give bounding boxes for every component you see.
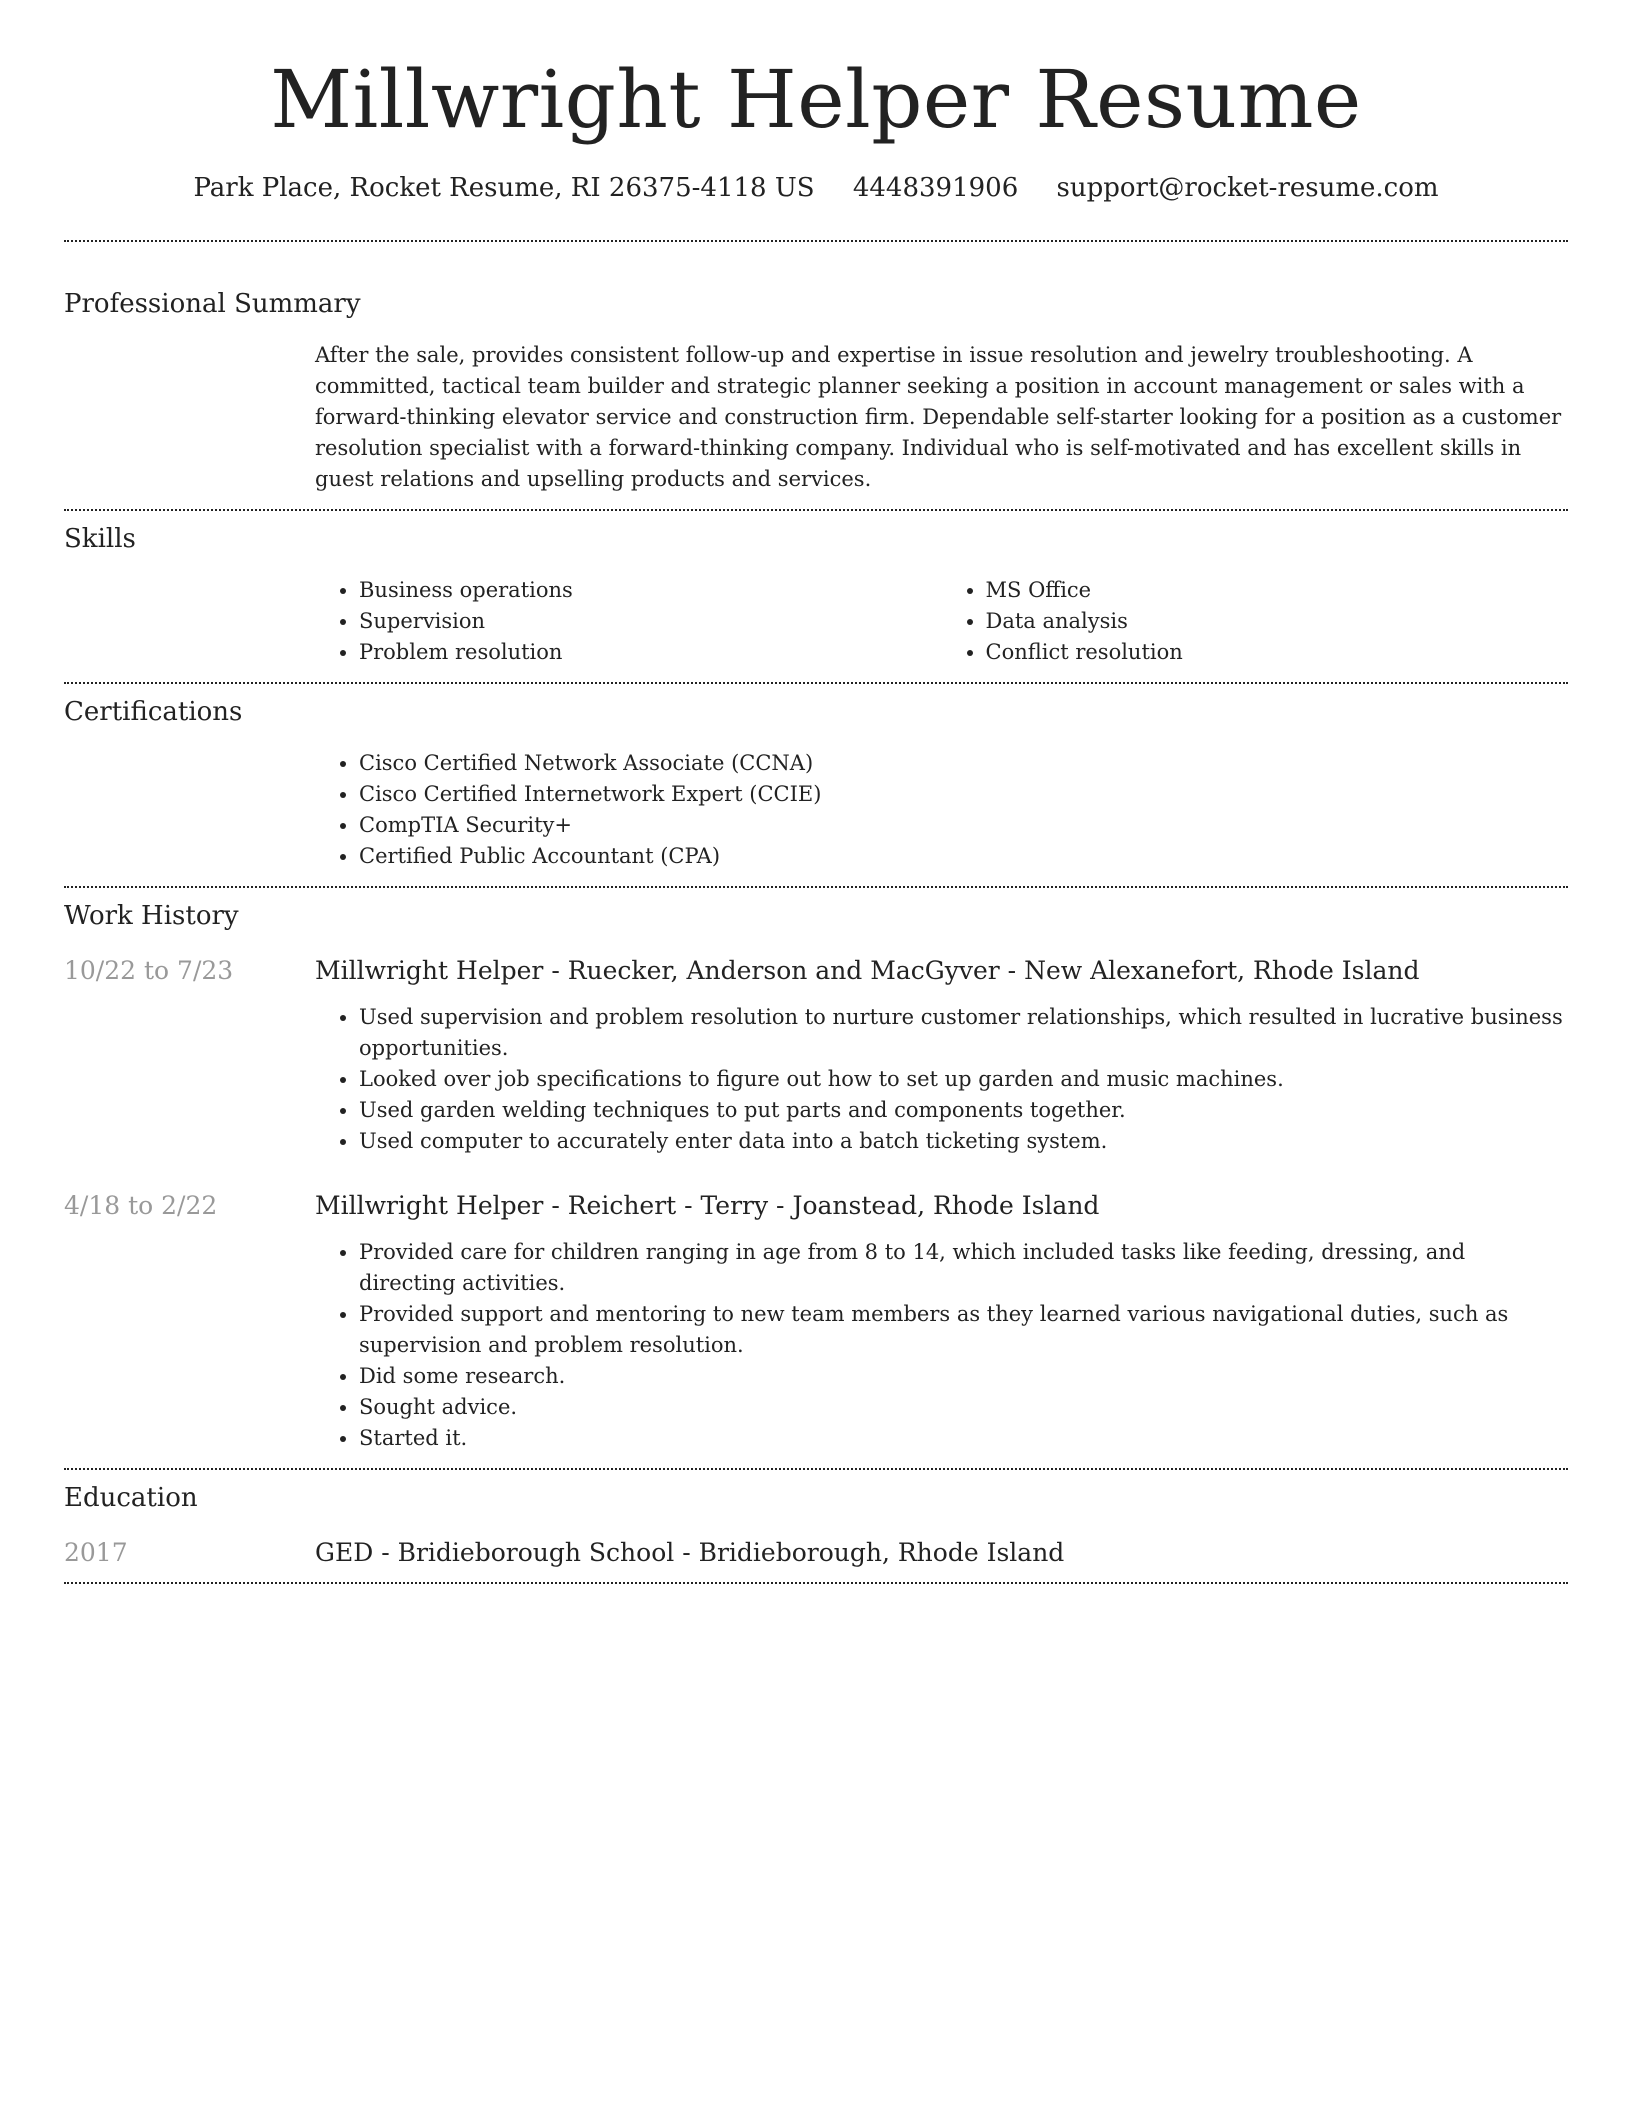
- work-history-section: [64, 888, 1568, 1468]
- job-title: Millwright Helper - Reichert - Terry - Joanstead, Rhode Island: [315, 1191, 1100, 1220]
- certification-item: • CompTIA Security+: [359, 810, 1568, 841]
- job-dates: 10/22 to 7/23: [64, 956, 234, 985]
- job-bullet: • Did some research.: [359, 1361, 1568, 1392]
- section-title-skills: Skills: [64, 524, 136, 554]
- summary-text: After the sale, provides consistent follow-up and expertise in issue resolution and jewelry troubleshooting. A committed, tactical team builder and strategic planner seeking a position in account management or sales with a forward-thinking elevator service and construction firm. Dependable self-starter looking for a position as a customer resolution specialist with a forward-thinking company. Individual who is self-motivated and has excellent skills in guest relations and upselling products and services.: [315, 343, 1562, 491]
- skill-item: • MS Office: [986, 575, 1569, 606]
- summary-section: [64, 242, 1568, 509]
- job-bullet: • Started it.: [359, 1423, 1568, 1454]
- job-bullet: • Provided support and mentoring to new team members as they learned various navigational duties, such as supervision and problem resolution.: [359, 1299, 1568, 1361]
- certifications-block: [315, 748, 1568, 872]
- job-bullets: [315, 1002, 1568, 1157]
- education-year: 2017: [64, 1538, 128, 1567]
- education-title: GED - Bridieborough School - Bridieborough, Rhode Island: [315, 1538, 1065, 1567]
- job-title: Millwright Helper - Ruecker, Anderson and MacGyver - New Alexanefort, Rhode Island: [315, 956, 1420, 985]
- certification-item: • Cisco Certified Internetwork Expert (CCIE): [359, 779, 1568, 810]
- skills-list-left: [315, 575, 942, 668]
- education-section: [64, 1470, 1568, 1582]
- job-bullet: • Provided care for children ranging in age from 8 to 14, which included tasks like feeding, dressing, and directing activities.: [359, 1237, 1568, 1299]
- section-title-work-history: Work History: [64, 901, 239, 931]
- job-body: [315, 954, 1568, 1157]
- job-entry: [64, 954, 1568, 1157]
- skill-item: • Problem resolution: [359, 637, 942, 668]
- contact-address: Park Place, Rocket Resume, RI 26375-4118 US: [193, 173, 815, 203]
- skills-grid: [315, 575, 1568, 668]
- skills-section: [64, 511, 1568, 682]
- section-title-certifications: Certifications: [64, 697, 243, 727]
- job-bullet: • Looked over job specifications to figure out how to set up garden and music machines.: [359, 1064, 1568, 1095]
- skills-list-right: [942, 575, 1569, 668]
- job-dates: 4/18 to 2/22: [64, 1191, 218, 1220]
- skill-item: • Data analysis: [986, 606, 1569, 637]
- certification-item: • Certified Public Accountant (CPA): [359, 841, 1568, 872]
- contact-email: support@rocket-resume.com: [1056, 173, 1439, 203]
- certification-item: • Cisco Certified Network Associate (CCNA): [359, 748, 1568, 779]
- education-entry: [64, 1536, 1568, 1570]
- contact-phone: 4448391906: [852, 173, 1019, 203]
- job-bullets: [315, 1237, 1568, 1454]
- job-bullet: • Used garden welding techniques to put parts and components together.: [359, 1095, 1568, 1126]
- divider: [64, 1582, 1568, 1584]
- contact-line: [64, 170, 1568, 206]
- education-body: [315, 1536, 1568, 1570]
- skill-item: • Conflict resolution: [986, 637, 1569, 668]
- section-title-summary: Professional Summary: [64, 289, 361, 319]
- job-body: [315, 1189, 1568, 1454]
- section-title-education: Education: [64, 1483, 198, 1513]
- job-bullet: • Sought advice.: [359, 1392, 1568, 1423]
- resume-title: Millwright Helper Resume: [270, 53, 1362, 146]
- certifications-list: [315, 748, 1568, 872]
- skill-item: • Supervision: [359, 606, 942, 637]
- job-bullet: • Used supervision and problem resolution to nurture customer relationships, which resulted in lucrative business opportunities.: [359, 1002, 1568, 1064]
- job-bullet: • Used computer to accurately enter data into a batch ticketing system.: [359, 1126, 1568, 1157]
- certifications-section: [64, 684, 1568, 886]
- skill-item: • Business operations: [359, 575, 942, 606]
- job-entry: [64, 1189, 1568, 1454]
